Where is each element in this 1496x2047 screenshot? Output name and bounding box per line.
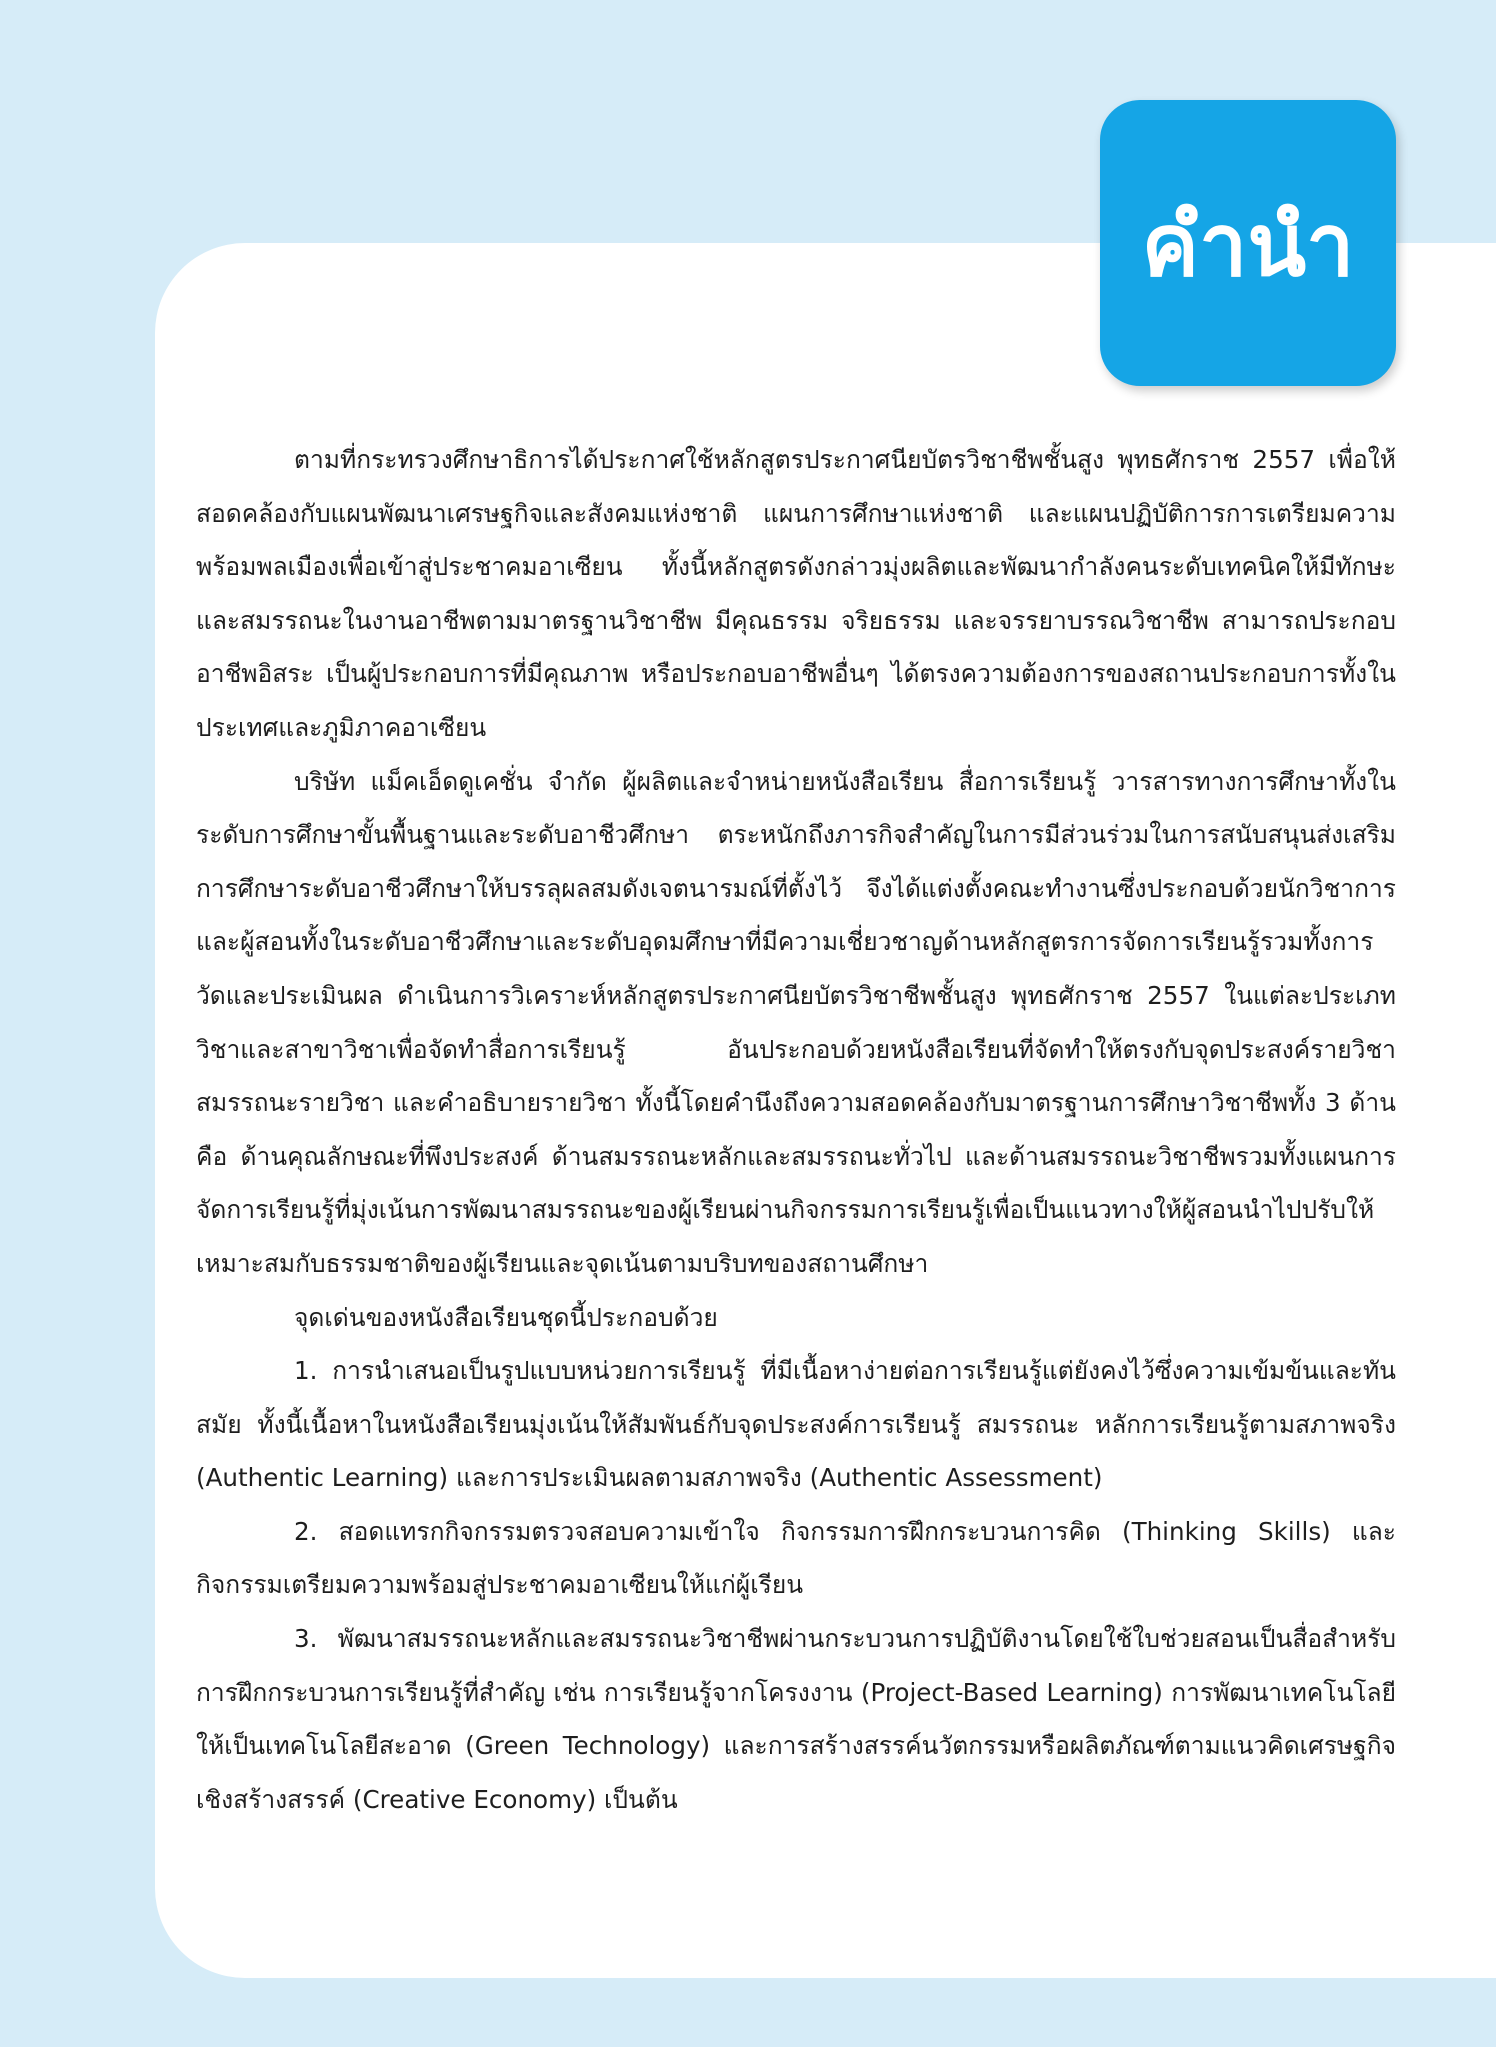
paragraph-intro: ตามที่กระทรวงศึกษาธิการได้ประกาศใช้หลักสูตรประกาศนียบัตรวิชาชีพชั้นสูง พุทธศักราช 2557 เพื่อให้สอดคล้องกับแผนพัฒนาเศรษฐกิจและสังคมแห่งชาติ แผนการศึกษาแห่งชาติ และแผนปฏิบัติการการเตรียมความพร้อมพลเมืองเพื่อเข้าสู่ประชาคมอาเซียน ทั้งนี้หลักสูตรดังกล่าวมุ่งผลิตและพัฒนากำลังคนระดับเทคนิคให้มีทักษะและสมรรถนะในงานอาชีพตามมาตรฐานวิชาชีพ มีคุณธรรม จริยธรรม และจรรยาบรรณวิชาชีพ สามารถประกอบอาชีพอิสระ เป็นผู้ประกอบการที่มีคุณภาพ หรือประกอบอาชีพอื่นๆ ได้ตรงความต้องการของสถานประกอบการทั้งในประเทศและภูมิภาคอาเซียน (196, 445, 1396, 742)
paragraph-highlights-heading: จุดเด่นของหนังสือเรียนชุดนี้ประกอบด้วย (294, 1302, 718, 1332)
list-item: 1. การนำเสนอเป็นรูปแบบหน่วยการเรียนรู้ ที่มีเนื้อหาง่ายต่อการเรียนรู้แต่ยังคงไว้ซึ่งความเข้มข้นและทันสมัย ทั้งนี้เนื้อหาในหนังสือเรียนมุ่งเน้นให้สัมพันธ์กับจุดประสงค์การเรียนรู้ สมรรถนะ หลักการเรียนรู้ตามสภาพจริง (Authentic Learning) และการประเมินผลตามสภาพจริง (Authentic Assessment) (196, 1356, 1396, 1493)
list-item: 2. สอดแทรกกิจกรรมตรวจสอบความเข้าใจ กิจกรรมการฝึกกระบวนการคิด (Thinking Skills) และกิจกรรมเตรียมความพร้อมสู่ประชาคมอาเซียนให้แก่ผู้เรียน (196, 1516, 1396, 1600)
list-item: 3. พัฒนาสมรรถนะหลักและสมรรถนะวิชาชีพผ่านกระบวนการปฏิบัติงานโดยใช้ใบช่วยสอนเป็นสื่อสำหรับการฝึกกระบวนการเรียนรู้ที่สำคัญ เช่น การเรียนรู้จากโครงงาน (Project-Based Learning) การพัฒนาเทคโนโลยีให้เป็นเทคโนโลยีสะอาด (Green Technology) และการสร้างสรรค์นวัตกรรมหรือผลิตภัณฑ์ตามแนวคิดเศรษฐกิจเชิงสร้างสรรค์ (Creative Economy) เป็นต้น (196, 1624, 1396, 1814)
page-title: คำนำ (1141, 196, 1355, 296)
paragraph-company: บริษัท แม็คเอ็ดดูเคชั่น จำกัด ผู้ผลิตและจำหน่ายหนังสือเรียน สื่อการเรียนรู้ วารสารทางการศึกษาทั้งในระดับการศึกษาขั้นพื้นฐานและระดับอาชีวศึกษา ตระหนักถึงภารกิจสำคัญในการมีส่วนร่วมในการสนับสนุนส่งเสริมการศึกษาระดับอาชีวศึกษาให้บรรลุผลสมดังเจตนารมณ์ที่ตั้งไว้ จึงได้แต่งตั้งคณะทำงานซึ่งประกอบด้วยนักวิชาการ และผู้สอนทั้งในระดับอาชีวศึกษาและระดับอุดมศึกษาที่มีความเชี่ยวชาญด้านหลักสูตรการจัดการเรียนรู้รวมทั้งการวัดและประเมินผล ดำเนินการวิเคราะห์หลักสูตรประกาศนียบัตรวิชาชีพชั้นสูง พุทธศักราช 2557 ในแต่ละประเภทวิชาและสาขาวิชาเพื่อจัดทำสื่อการเรียนรู้ อันประกอบด้วยหนังสือเรียนที่จัดทำให้ตรงกับจุดประสงค์รายวิชา สมรรถนะรายวิชา และคำอธิบายรายวิชา ทั้งนี้โดยคำนึงถึงความสอดคล้องกับมาตรฐานการศึกษาวิชาชีพทั้ง 3 ด้าน คือ ด้านคุณลักษณะที่พึงประสงค์ ด้านสมรรถนะหลักและสมรรถนะทั่วไป และด้านสมรรถนะวิชาชีพรวมทั้งแผนการจัดการเรียนรู้ที่มุ่งเน้นการพัฒนาสมรรถนะของผู้เรียนผ่านกิจกรรมการเรียนรู้เพื่อเป็นแนวทางให้ผู้สอนนำไปปรับให้เหมาะสมกับธรรมชาติของผู้เรียนและจุดเน้นตามบริบทของสถานศึกษา (196, 766, 1396, 1278)
preface-body (196, 433, 1396, 1826)
title-tab (1100, 100, 1396, 386)
